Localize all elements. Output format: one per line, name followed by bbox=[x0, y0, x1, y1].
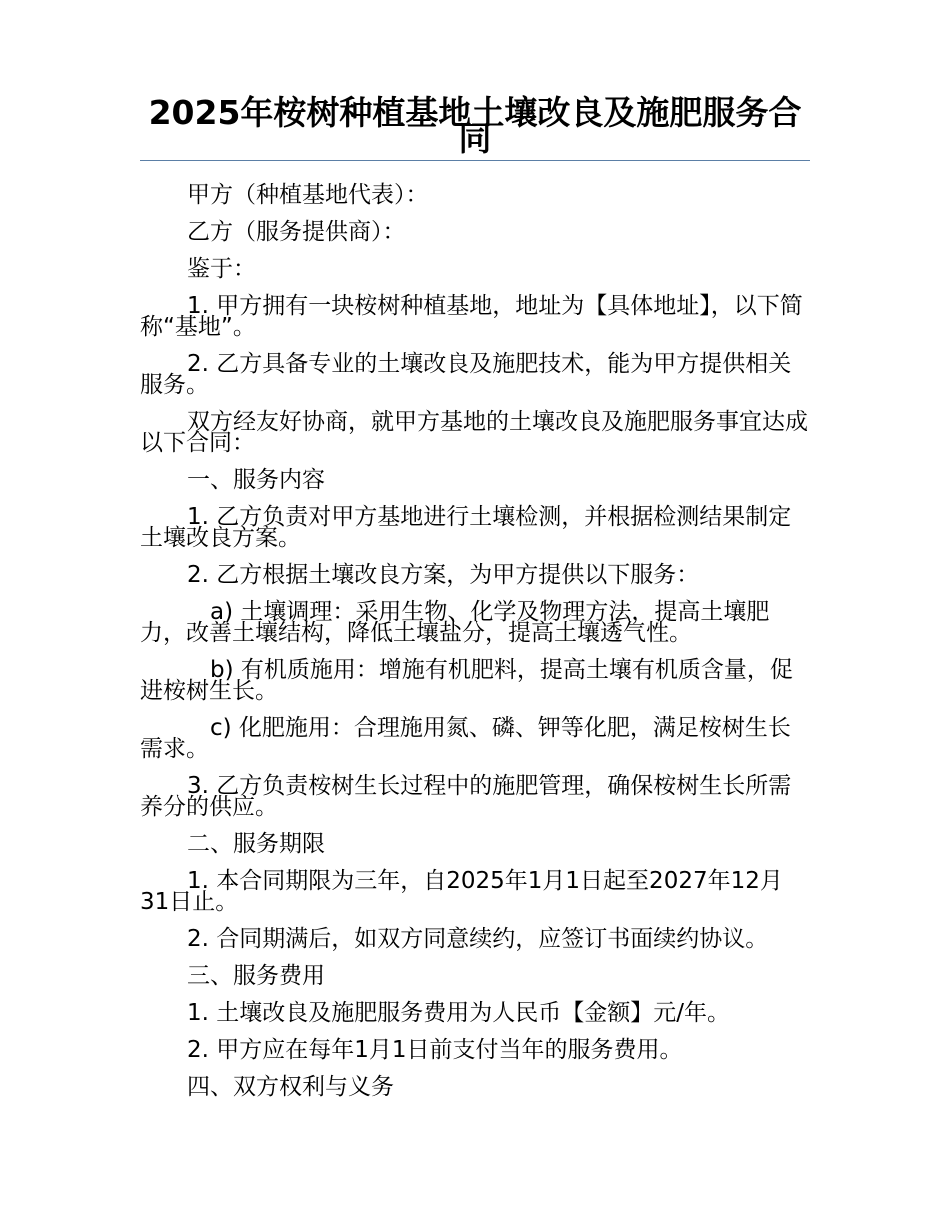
service-subitem-c: c) 化肥施用：合理施用氮、磷、钾等化肥，满足桉树生长需求。 bbox=[140, 715, 791, 762]
service-subitem-a: a) 土壤调理：采用生物、化学及物理方法，提高土壤肥力，改善土壤结构，降低土壤盐分，提高土壤透气性。 bbox=[140, 599, 770, 646]
service-item-2: 2. 乙方根据土壤改良方案，为甲方提供以下服务： bbox=[187, 562, 700, 588]
title-underline bbox=[140, 160, 810, 161]
party-a-line: 甲方（种植基地代表）： bbox=[187, 182, 429, 208]
service-item-3: 3. 乙方负责桉树生长过程中的施肥管理，确保桉树生长所需养分的供应。 bbox=[140, 773, 792, 820]
section-heading-fees: 三、服务费用 bbox=[187, 963, 325, 989]
service-subitem-b: b) 有机质施用：增施有机肥料，提高土壤有机质含量，促进桉树生长。 bbox=[140, 657, 793, 704]
whereas-item-2: 2. 乙方具备专业的土壤改良及施肥技术，能为甲方提供相关服务。 bbox=[140, 351, 792, 398]
document-body bbox=[140, 178, 810, 1107]
term-item-2: 2. 合同期满后，如双方同意续约，应签订书面续约协议。 bbox=[187, 926, 769, 952]
service-item-1: 1. 乙方负责对甲方基地进行土壤检测，并根据检测结果制定土壤改良方案。 bbox=[140, 504, 792, 551]
agreement-intro: 双方经友好协商，就甲方基地的土壤改良及施肥服务事宜达成以下合同： bbox=[140, 409, 808, 456]
whereas-heading: 鉴于： bbox=[187, 256, 256, 282]
whereas-item-1: 1. 甲方拥有一块桉树种植基地，地址为【具体地址】，以下简称“基地”。 bbox=[140, 293, 803, 340]
document-title: 2025年桉树种植基地土壤改良及施肥服务合同 bbox=[148, 93, 802, 158]
section-heading-service-content: 一、服务内容 bbox=[187, 467, 325, 493]
term-item-1: 1. 本合同期限为三年，自2025年1月1日起至2027年12月31日止。 bbox=[140, 868, 783, 915]
section-heading-term: 二、服务期限 bbox=[187, 831, 325, 857]
party-b-line: 乙方（服务提供商）： bbox=[187, 219, 406, 245]
fees-item-1: 1. 土壤改良及施肥服务费用为人民币【金额】元/年。 bbox=[187, 1000, 731, 1026]
section-heading-rights: 四、双方权利与义务 bbox=[187, 1074, 394, 1100]
fees-item-2: 2. 甲方应在每年1月1日前支付当年的服务费用。 bbox=[187, 1037, 683, 1063]
